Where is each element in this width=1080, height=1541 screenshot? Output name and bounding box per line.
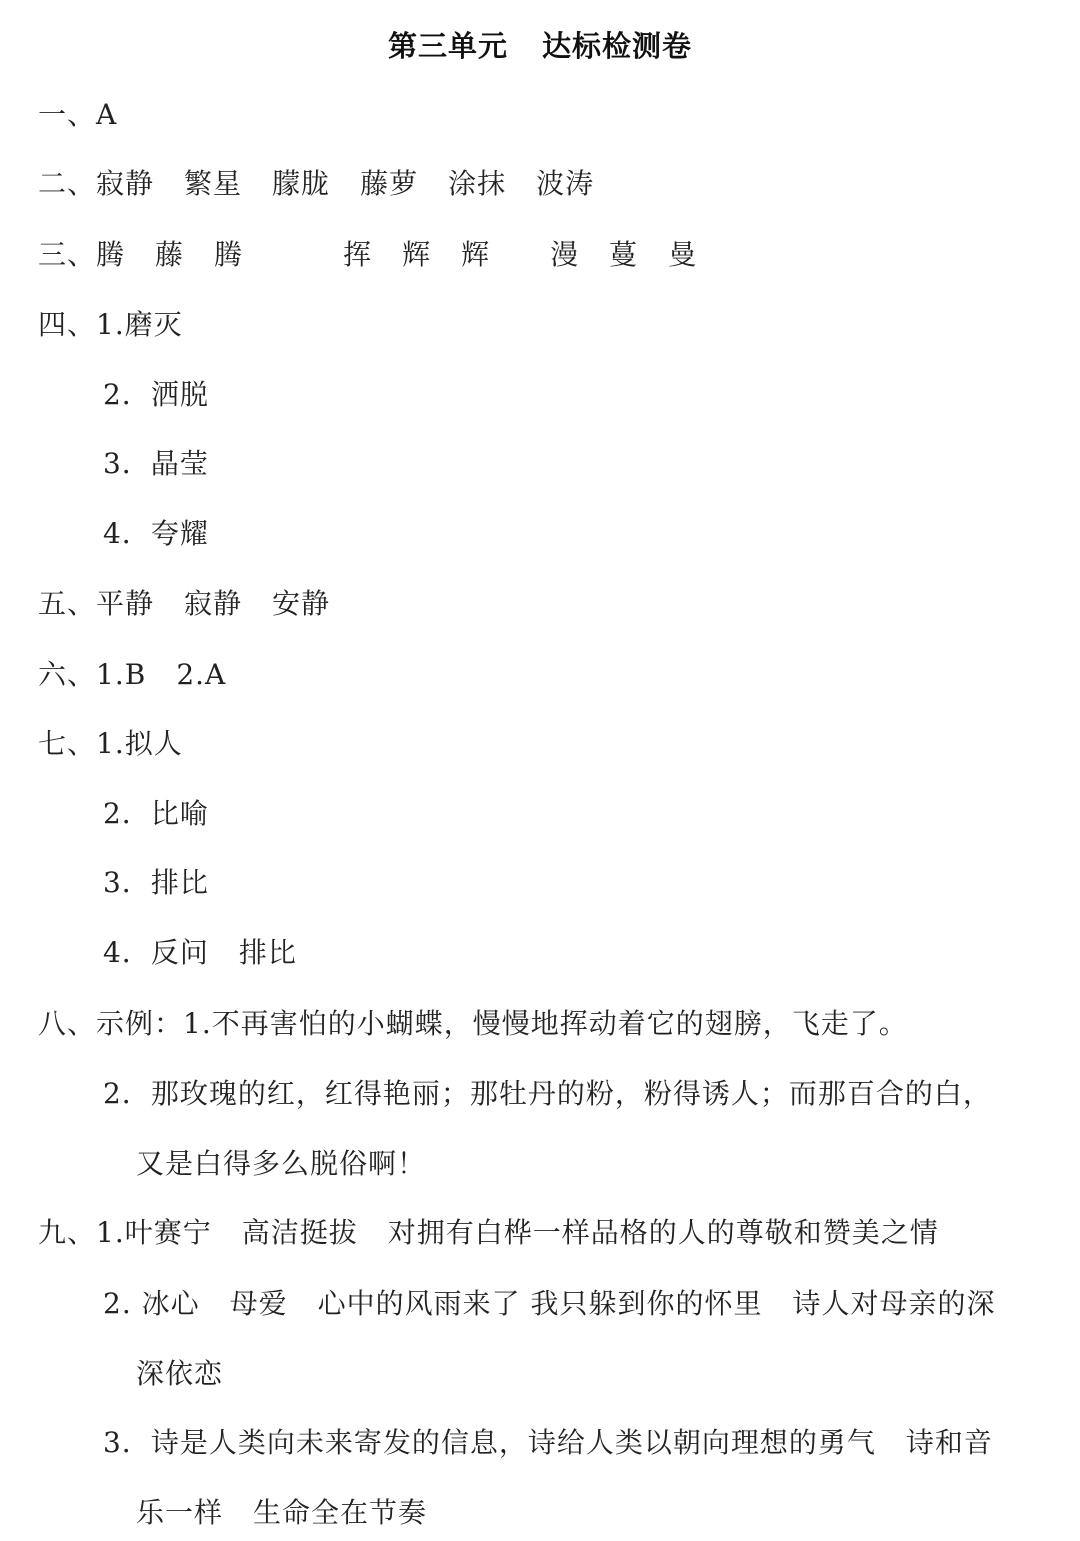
answer-char: 辉 (402, 238, 432, 271)
answer-part: 生命全在节奏 (253, 1496, 428, 1529)
answer-q9-item3-cont (136, 1496, 427, 1530)
answer-char: 挥 (343, 238, 373, 271)
answer-part: 3．诗是人类向未来寄发的信息，诗给人类以朝向理想的勇气 (103, 1426, 876, 1459)
answer-q9-item3 (103, 1426, 993, 1460)
answer-word: 朦胧 (272, 167, 331, 200)
answer-char: 辉 (461, 238, 491, 271)
answer-q7-item3: 3．排比 (103, 866, 209, 899)
answer-q7-item2: 2．比喻 (103, 797, 209, 830)
answer-q6 (38, 658, 256, 692)
answer-q4-item3: 3．晶莹 (103, 447, 209, 480)
answer-q1 (38, 98, 117, 132)
title-unit: 第三单元 (387, 29, 508, 63)
answer-char: 漫 (550, 238, 580, 271)
answer-char: 藤 (155, 238, 185, 271)
answer-part: 诗和音 (905, 1426, 993, 1459)
question-number: 二、 (38, 167, 97, 200)
question-number: 一、 (38, 98, 97, 131)
answer-q7-item4 (103, 936, 297, 970)
question-number: 九、 (38, 1216, 97, 1249)
answer-text: A (96, 98, 118, 131)
answer-part: 母爱 (229, 1287, 288, 1320)
answer-q7 (38, 727, 183, 761)
answer-q8-line3: 又是白得多么脱俗啊！ (136, 1147, 427, 1180)
answer-word: 藤萝 (360, 167, 419, 200)
answer-char: 腾 (214, 238, 244, 271)
answer-q4-item2: 2．洒脱 (103, 378, 209, 411)
answer-word: 寂静 (184, 587, 243, 620)
answer-item: 1.磨灭 (96, 308, 183, 341)
answer-part: 2. 冰心 (103, 1287, 200, 1320)
answer-item-extra: 排比 (238, 936, 297, 969)
question-number: 七、 (38, 727, 97, 760)
answer-q9-item2-cont: 深依恋 (136, 1357, 224, 1390)
answer-part: 诗人对母亲的深 (792, 1287, 996, 1320)
answer-word: 平静 (96, 587, 155, 620)
answer-q8-line2: 2．那玫瑰的红，红得艳丽；那牡丹的粉，粉得诱人；而那百合的白， (103, 1077, 992, 1110)
answer-item: 2.A (176, 658, 227, 691)
answer-item: 1.B (96, 658, 147, 691)
question-number: 五、 (38, 587, 97, 620)
answer-q9 (38, 1216, 939, 1250)
answer-q9-item2 (103, 1287, 996, 1321)
answer-text: 示例：1.不再害怕的小蝴蝶，慢慢地挥动着它的翅膀，飞走了。 (96, 1007, 908, 1040)
answer-word: 波涛 (536, 167, 595, 200)
answer-char: 腾 (96, 238, 126, 271)
answer-q2 (38, 167, 624, 201)
question-number: 三、 (38, 238, 97, 271)
answer-word: 寂静 (96, 167, 155, 200)
title-test-name: 达标检测卷 (542, 29, 693, 63)
answer-item: 1.拟人 (96, 727, 183, 760)
answer-q5 (38, 587, 360, 621)
question-number: 八、 (38, 1007, 97, 1040)
answer-char: 曼 (668, 238, 698, 271)
answer-q4 (38, 308, 183, 342)
answer-item: 4．反问 (103, 936, 209, 969)
page-title (0, 24, 1080, 65)
answer-word: 繁星 (184, 167, 243, 200)
answer-q8 (38, 1007, 908, 1041)
answer-part: 乐一样 (136, 1496, 224, 1529)
answer-word: 涂抹 (448, 167, 507, 200)
answer-q4-item4: 4．夸耀 (103, 517, 209, 550)
answer-char: 蔓 (609, 238, 639, 271)
answer-part: 1.叶赛宁 (96, 1216, 212, 1249)
question-number: 六、 (38, 658, 97, 691)
answer-part: 对拥有白桦一样品格的人的尊敬和赞美之情 (387, 1216, 939, 1249)
answer-word: 安静 (272, 587, 331, 620)
question-number: 四、 (38, 308, 97, 341)
answer-part: 心中的风雨来了 我只躲到你的怀里 (317, 1287, 763, 1320)
answer-q3 (38, 238, 727, 272)
answer-part: 高洁挺拔 (241, 1216, 358, 1249)
